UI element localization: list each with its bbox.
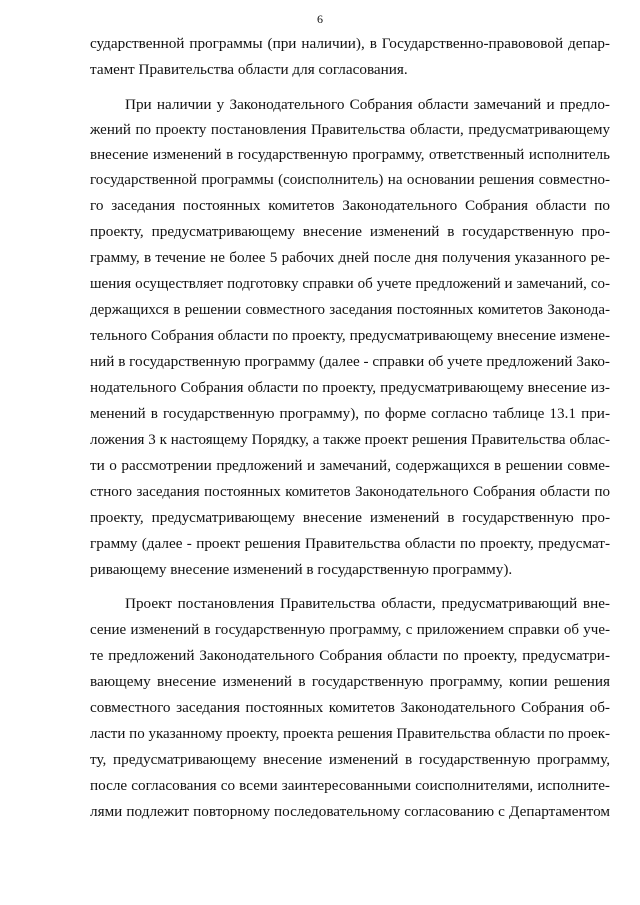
text-line: грамму, в течение не более 5 рабочих дней после дня получения указанного ре- <box>90 249 610 266</box>
text-line: ласти по указанному проекту, проекта решения Правительства области по проек- <box>90 726 610 742</box>
text-line: Проект постановления Правительства области, предусматривающий вне- <box>125 595 610 612</box>
text-line: нодательного Собрания области по проекту, предусматривающему внесение из- <box>90 379 610 396</box>
text-line: сение изменений в государственную программу, с приложением справки об уче- <box>90 622 610 638</box>
text-line: жений по проекту постановления Правительства области, предусматривающему <box>90 122 610 138</box>
text-line: проекту, предусматривающему внесение изменений в государственную про- <box>90 509 610 526</box>
text-line: ту, предусматривающему внесение изменений в государственную программу, <box>90 751 610 768</box>
text-line: те предложений Законодательного Собрания области по проекту, предусматри- <box>90 647 610 664</box>
text-line: вающему внесение изменений в государственную программу, копии решения <box>90 673 610 690</box>
text-line: совместного заседания постоянных комитетов Законодательного Собрания об- <box>90 699 610 716</box>
text-line: ривающему внесение изменений в государственную программу). <box>90 561 513 578</box>
text-line: шения осуществляет подготовку справки об учете предложений и замечаний, со- <box>90 276 610 292</box>
text-line: тельного Собрания области по проекту, предусматривающему внесение измене- <box>90 327 610 344</box>
text-line: го заседания постоянных комитетов Законодательного Собрания области по <box>90 197 610 214</box>
text-line: проекту, предусматривающему внесение изменений в государственную про- <box>90 223 610 240</box>
text-line: сударственной программы (при наличии), в Государственно-правововой депар- <box>90 35 610 52</box>
text-line: после согласования со всеми заинтересованными соисполнителями, исполните- <box>90 777 610 794</box>
page-number: 6 <box>317 12 323 26</box>
text-line: ти о рассмотрении предложений и замечаний, содержащихся в решении совме- <box>90 457 610 474</box>
text-line: При наличии у Законодательного Собрания области замечаний и предло- <box>125 96 610 113</box>
text-line: ложения 3 к настоящему Порядку, а также проект решения Правительства облас- <box>90 432 610 448</box>
text-line: менений в государственную программу), по форме согласно таблице 13.1 при- <box>90 405 610 422</box>
text-line: государственной программы (соисполнитель) на основании решения совместно- <box>90 172 610 188</box>
text-line: грамму (далее - проект решения Правительства области по проекту, предусмат- <box>90 535 610 552</box>
text-line: лями подлежит повторному последовательному согласованию с Департаментом <box>90 803 610 820</box>
text-line: тамент Правительства области для согласования. <box>90 61 408 78</box>
text-line: ний в государственную программу (далее - справки об учете предложений Зако- <box>90 353 610 370</box>
text-line: держащихся в решении совместного заседания постоянных комитетов Законода- <box>90 302 610 318</box>
text-line: внесение изменений в государственную программу, ответственный исполнитель <box>90 147 610 163</box>
text-line: стного заседания постоянных комитетов Законодательного Собрания области по <box>90 484 610 500</box>
